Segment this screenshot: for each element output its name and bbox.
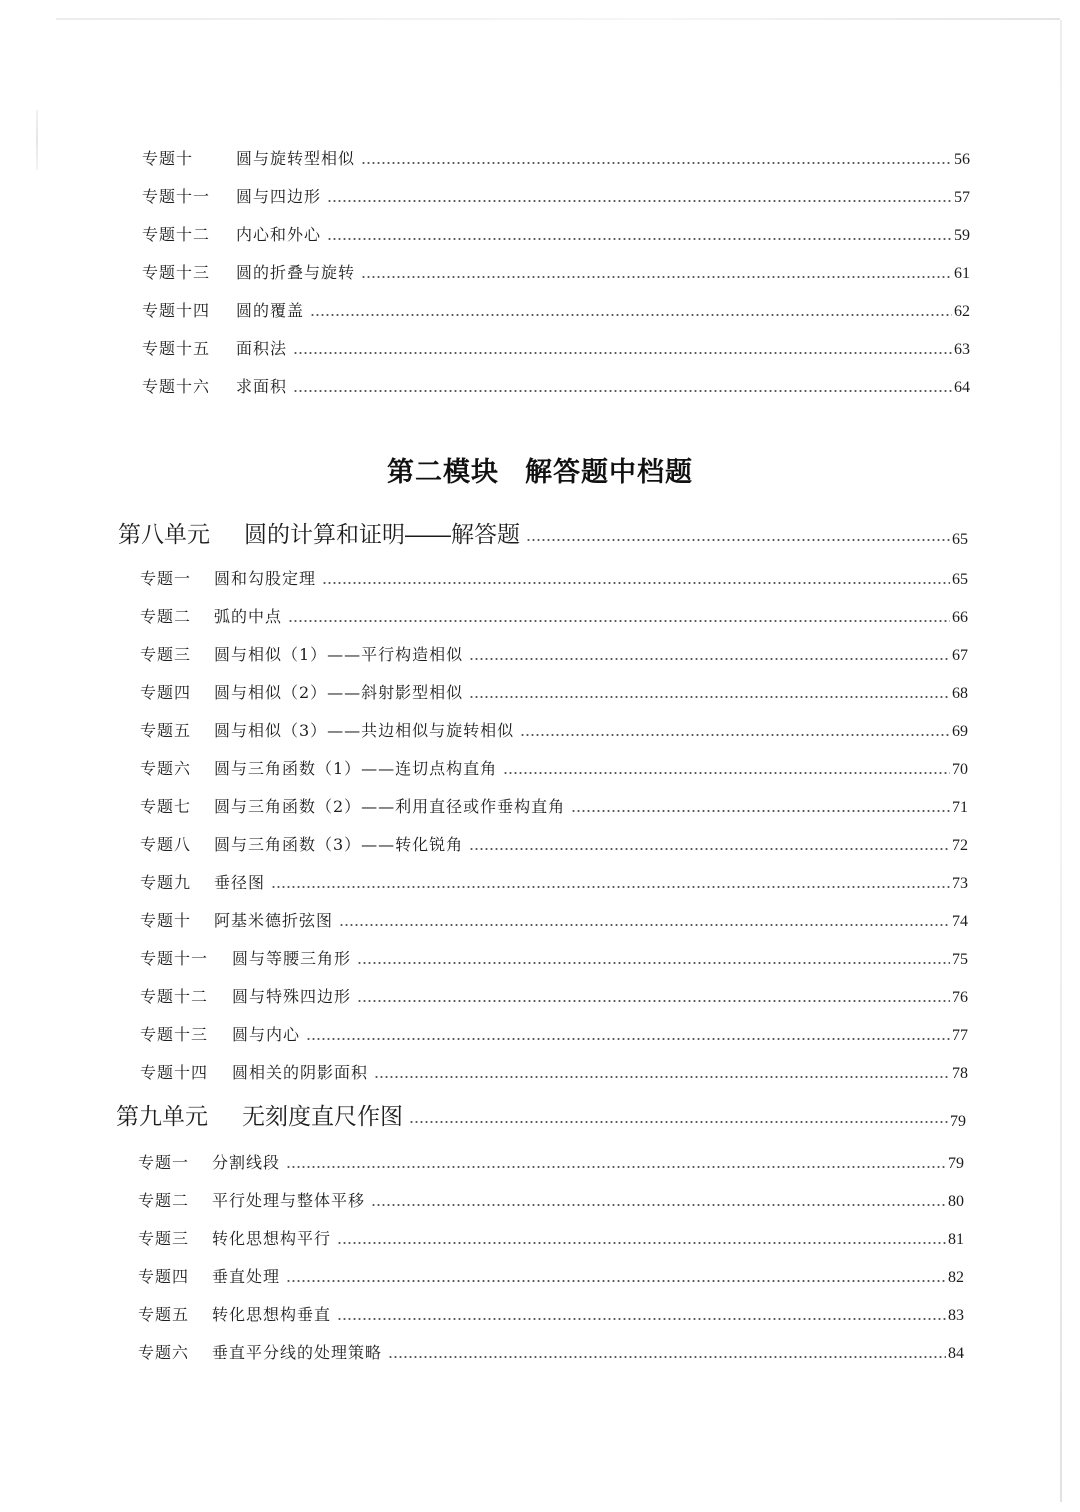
toc-entry[interactable] [140,1022,968,1045]
page-number: 59 [954,227,970,244]
topic-title: 圆与三角函数（3）——转化锐角 [214,835,464,854]
toc-entry[interactable] [140,718,968,741]
topic-title: 分割线段 [212,1153,281,1172]
toc-entry[interactable] [140,604,968,627]
dot-leader [503,772,950,774]
topic-title: 转化思想构垂直 [212,1305,332,1324]
topic-label: 专题十四 [140,1063,209,1082]
page-number: 80 [948,1193,964,1210]
unit-heading[interactable] [116,1098,966,1131]
page-top-edge [56,18,1060,20]
topic-label: 专题十二 [142,225,211,244]
dot-leader [357,1000,950,1002]
dot-leader [322,582,950,584]
page-number: 65 [952,571,968,588]
toc-entry[interactable] [142,336,970,359]
dot-leader [520,734,950,736]
dot-leader [310,314,952,316]
toc-entry[interactable] [138,1340,964,1363]
topic-title: 内心和外心 [236,225,322,244]
dot-leader [409,1121,948,1123]
topic-title: 圆的覆盖 [236,301,305,320]
dot-leader [469,696,950,698]
topic-label: 专题四 [140,683,192,702]
topic-title: 圆与等腰三角形 [232,949,352,968]
page-number: 82 [948,1269,964,1286]
topic-title: 圆与相似（3）——共边相似与旋转相似 [214,721,515,740]
topic-title: 圆和勾股定理 [214,569,317,588]
topic-title: 圆与三角函数（1）——连切点构直角 [214,759,498,778]
page-number: 79 [950,1113,966,1130]
unit-heading[interactable] [118,516,968,549]
topic-label: 专题十一 [140,949,209,968]
page-number: 84 [948,1345,964,1362]
page-number: 76 [952,989,968,1006]
topic-title: 圆与三角函数（2）——利用直径或作垂构直角 [214,797,566,816]
page-number: 75 [952,951,968,968]
dot-leader [469,848,950,850]
dot-leader [327,238,952,240]
topic-label: 专题十三 [140,1025,209,1044]
topic-label: 专题十一 [142,187,211,206]
dot-leader [526,539,950,541]
dot-leader [293,352,952,354]
topic-title: 圆与旋转型相似 [236,149,356,168]
page-number: 66 [952,609,968,626]
topic-title: 转化思想构平行 [212,1229,332,1248]
unit-label: 第九单元 [116,1103,208,1129]
toc-entry[interactable] [142,222,970,245]
page-number: 74 [952,913,968,930]
page-number: 56 [954,151,970,168]
page-number: 62 [954,303,970,320]
page-number: 68 [952,685,968,702]
dot-leader [327,200,952,202]
page-number: 71 [952,799,968,816]
toc-entry[interactable] [140,870,968,893]
page-number: 67 [952,647,968,664]
topic-label: 专题九 [140,873,192,892]
toc-entry[interactable] [142,260,970,283]
topic-title: 圆与内心 [232,1025,301,1044]
toc-entry[interactable] [140,566,968,589]
topic-title: 圆的折叠与旋转 [236,263,356,282]
topic-label: 专题三 [140,645,192,664]
topic-title: 阿基米德折弦图 [214,911,334,930]
page-number: 57 [954,189,970,206]
topic-label: 专题三 [138,1229,190,1248]
topic-label: 专题七 [140,797,192,816]
dot-leader [361,162,952,164]
dot-leader [337,1242,946,1244]
dot-leader [288,620,950,622]
toc-entry[interactable] [142,184,970,207]
dot-leader [271,886,950,888]
dot-leader [337,1318,946,1320]
topic-label: 专题十 [142,149,194,168]
module-title: 解答题中档题 [525,457,693,488]
topic-title: 圆与特殊四边形 [232,987,352,1006]
topic-title: 圆与相似（2）——斜射影型相似 [214,683,464,702]
scan-mark [36,110,38,170]
topic-label: 专题十六 [142,377,211,396]
topic-title: 圆与四边形 [236,187,322,206]
toc-entry[interactable] [140,680,968,703]
topic-title: 面积法 [236,339,288,358]
toc-entry[interactable] [138,1150,964,1173]
page-number: 78 [952,1065,968,1082]
toc-entry[interactable] [138,1188,964,1211]
dot-leader [339,924,950,926]
toc-entry[interactable] [142,146,970,169]
topic-label: 专题六 [140,759,192,778]
page-number: 73 [952,875,968,892]
topic-label: 专题四 [138,1267,190,1286]
page-number: 72 [952,837,968,854]
topic-label: 专题二 [138,1191,190,1210]
toc-entry[interactable] [138,1226,964,1249]
toc-entry[interactable] [140,908,968,931]
topic-label: 专题五 [140,721,192,740]
topic-label: 专题十三 [142,263,211,282]
topic-label: 专题十二 [140,987,209,1006]
page-number: 79 [948,1155,964,1172]
topic-label: 专题十五 [142,339,211,358]
toc-entry[interactable] [140,984,968,1007]
topic-title: 垂径图 [214,873,266,892]
topic-label: 专题十 [140,911,192,930]
topic-title: 圆与相似（1）——平行构造相似 [214,645,464,664]
page-number: 63 [954,341,970,358]
topic-title: 弧的中点 [214,607,283,626]
dot-leader [286,1166,946,1168]
page-number: 61 [954,265,970,282]
topic-label: 专题五 [138,1305,190,1324]
toc-entry[interactable] [140,1060,968,1083]
toc-entry[interactable] [142,298,970,321]
toc-entry[interactable] [138,1264,964,1287]
topic-title: 垂直平分线的处理策略 [212,1343,383,1362]
toc-entry[interactable] [140,794,968,817]
module-heading [0,450,1080,489]
topic-label: 专题一 [138,1153,190,1172]
toc-entry[interactable] [140,832,968,855]
page-number: 65 [952,531,968,548]
unit-title: 无刻度直尺作图 [242,1103,403,1129]
toc-entry[interactable] [140,946,968,969]
toc-entry[interactable] [138,1302,964,1325]
unit-label: 第八单元 [118,521,210,547]
dot-leader [357,962,950,964]
topic-title: 求面积 [236,377,288,396]
dot-leader [293,390,952,392]
topic-label: 专题一 [140,569,192,588]
topic-label: 专题八 [140,835,192,854]
page-number: 81 [948,1231,964,1248]
topic-label: 专题六 [138,1343,190,1362]
topic-label: 专题十四 [142,301,211,320]
page-number: 77 [952,1027,968,1044]
page-number: 64 [954,379,970,396]
topic-title: 平行处理与整体平移 [212,1191,366,1210]
page-number: 70 [952,761,968,778]
dot-leader [371,1204,946,1206]
unit-title: 圆的计算和证明——解答题 [244,521,520,547]
dot-leader [361,276,952,278]
dot-leader [469,658,950,660]
toc-entry[interactable] [142,374,970,397]
dot-leader [374,1076,950,1078]
toc-entry[interactable] [140,642,968,665]
dot-leader [388,1356,946,1358]
topic-title: 垂直处理 [212,1267,281,1286]
page-number: 69 [952,723,968,740]
topic-label: 专题二 [140,607,192,626]
topic-title: 圆相关的阴影面积 [232,1063,369,1082]
toc-entry[interactable] [140,756,968,779]
page-right-edge [1060,20,1062,1502]
dot-leader [306,1038,950,1040]
module-label: 第二模块 [387,457,499,488]
page-number: 83 [948,1307,964,1324]
dot-leader [571,810,950,812]
dot-leader [286,1280,946,1282]
